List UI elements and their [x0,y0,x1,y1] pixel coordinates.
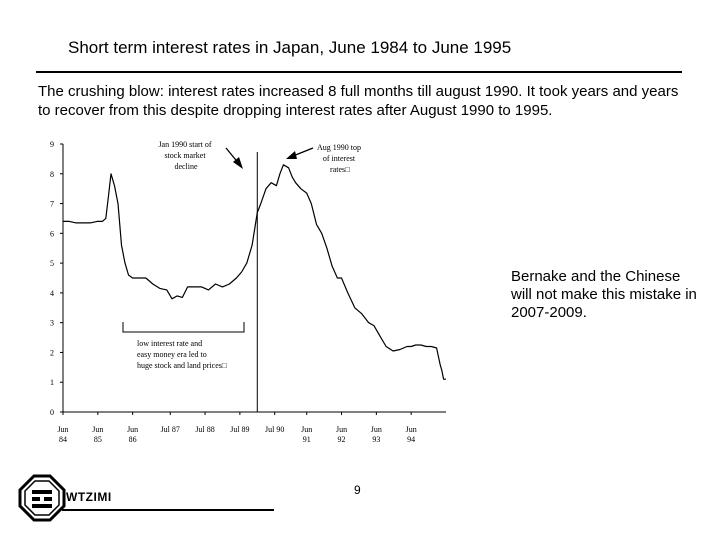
x-axis [57,412,446,444]
annotation-low-rates [137,339,227,370]
y-tick-label-0: 0 [50,408,54,417]
annotation-aug1990-line-2: of interest [322,154,356,163]
annotation-aug1990-arrowhead [286,151,297,159]
y-tick-label-2: 2 [50,348,54,358]
annotation-aug1990-line-1: Aug 1990 top [317,143,361,152]
slide-title: Short term interest rates in Japan, June 1984 to June 1995 [68,38,512,57]
annotation-aug1990-line-3: rates□ [330,165,350,174]
y-tick-label-7: 7 [50,199,54,209]
annotation-aug1990-arrow [293,148,313,156]
y-tick-label-3: 3 [50,318,54,328]
y-tick-label-4: 4 [50,288,54,298]
annotation-low-rates-line-1: low interest rate and [137,339,203,348]
wtzimi-logo-icon [18,474,66,522]
x-tick-label-8: Jun 92 [335,425,348,444]
low-rates-bracket [123,322,244,332]
footer-divider [62,509,274,511]
x-tick-label-10: Jun 94 [405,425,417,444]
page-number: 9 [354,483,361,497]
x-tick-label-1: Jun 85 [92,425,104,444]
annotation-jan1990-line-2: stock market [164,151,206,160]
y-axis [50,140,63,417]
x-tick-label-5: Jul 89 [230,425,250,434]
x-tick-label-2: Jun 86 [127,425,139,444]
annotation-low-rates-line-2: easy money era led to [137,350,207,359]
y-tick-label-9: 9 [50,140,54,149]
annotation-jan1990 [158,140,213,171]
annotation-jan1990-line-3: decline [174,162,198,171]
annotation-jan1990-line-1: Jan 1990 start of [158,140,212,149]
slide-subtitle: The crushing blow: interest rates increased 8 full months till august 1990. It took years and years to recover from this despite dropping interest rates after August 1990 to 1995. [38,83,679,119]
x-tick-label-7: Jun 91 [301,425,313,444]
x-tick-label-9: Jun 93 [370,425,382,444]
annotation-aug1990 [317,143,363,174]
logo-text: WTZIMI [66,490,112,504]
x-tick-label-3: Jul 87 [160,425,180,434]
x-tick-label-0: Jun 84 [57,425,69,444]
side-note: Bernake and the Chinese will not make this mistake in 2007-2009. [511,268,697,321]
interest-rate-series-line [63,165,446,379]
annotation-low-rates-line-3: huge stock and land prices□ [137,361,227,370]
y-tick-label-8: 8 [50,169,54,179]
y-tick-label-6: 6 [50,229,54,239]
x-tick-label-6: Jul 90 [265,425,285,434]
y-tick-label-5: 5 [50,259,54,269]
x-tick-label-4: Jul 88 [195,425,215,434]
y-tick-label-1: 1 [50,378,54,388]
